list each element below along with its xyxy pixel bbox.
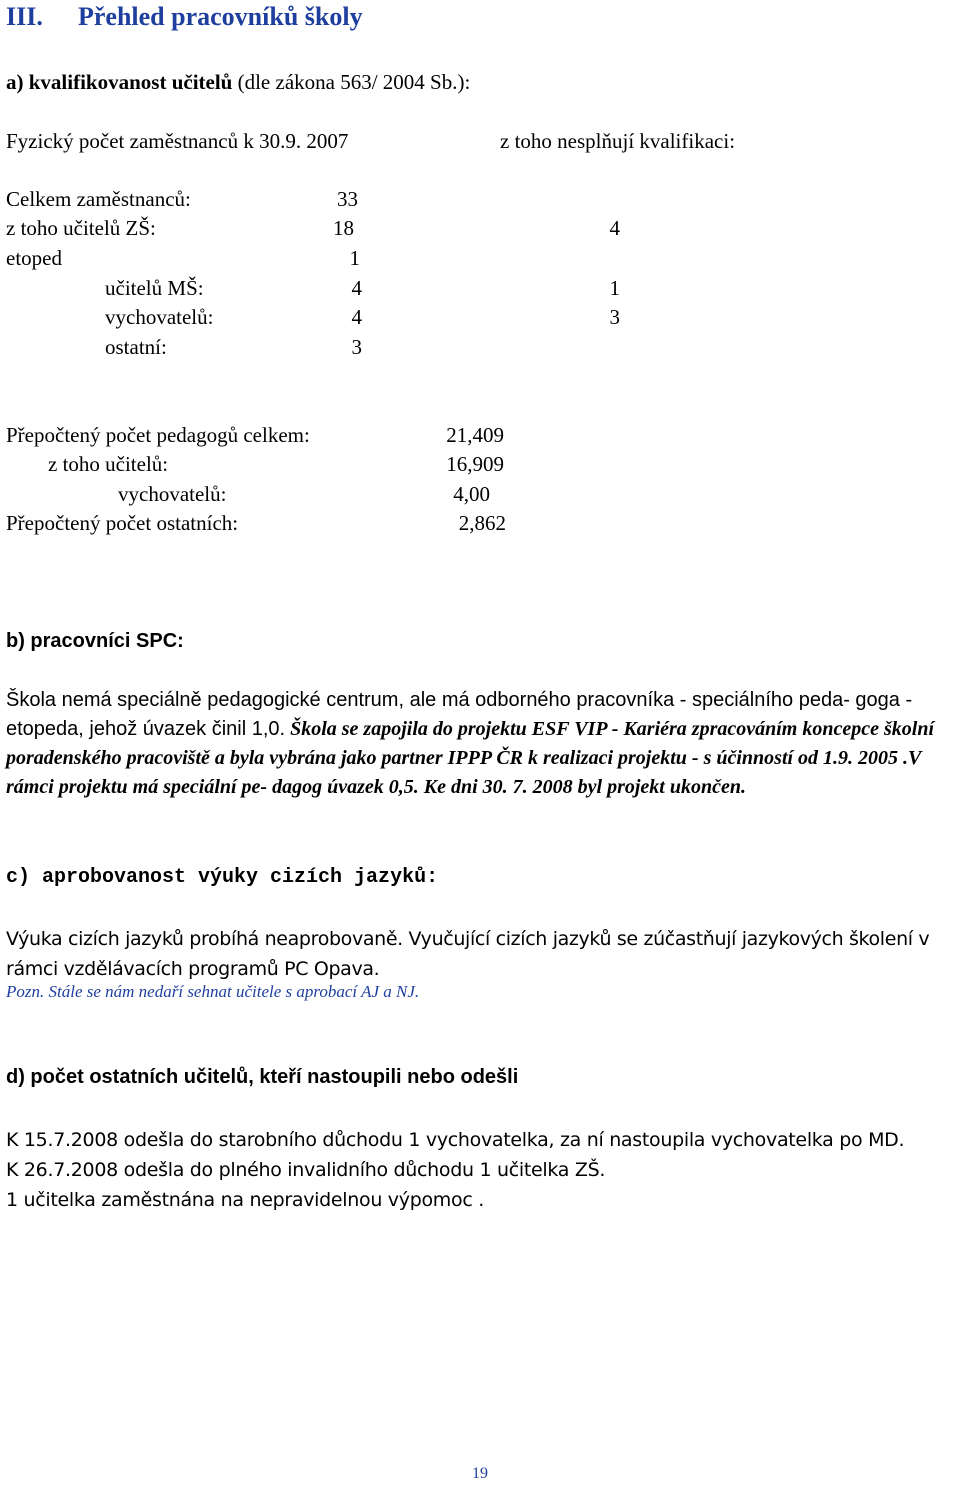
section-a-heading	[6, 70, 470, 95]
row-count-educators: 4	[351, 305, 362, 329]
row-count-teachers-ms: 4	[351, 276, 362, 300]
section-c-note: Pozn. Stále se nám nedaří sehnat učitele s aprobací AJ a NJ.	[6, 982, 420, 1001]
row-label-others: ostatní:	[105, 335, 167, 359]
fte-value-educators: 4,00	[453, 482, 490, 506]
spc-plain-text: Škola nemá speciálně pedagogické centrum, ale má odborného pracovníka - speciálního peda- goga - etopeda, jehož úvazek činil 1,0.	[6, 689, 913, 740]
section-d-body	[6, 1125, 956, 1215]
chapter-title: Přehled pracovníků školy	[78, 2, 363, 31]
page-title	[6, 2, 363, 32]
staff-change-line: K 15.7.2008 odešla do starobního důchodu 1 vychovatelka, za ní nastoupila vychovatelka po MD.	[6, 1129, 905, 1151]
row-count-etoped: 1	[349, 246, 360, 270]
chapter-number: III.	[6, 2, 43, 31]
row-label-teachers-ms: učitelů MŠ:	[105, 276, 204, 300]
row-label-educators: vychovatelů:	[105, 305, 214, 329]
section-c-body: Výuka cizích jazyků probíhá neaprobovaně. Vyučující cizích jazyků se zúčastňují jazykových školení v rámci vzdělávacích programů PC Opava.	[6, 928, 930, 980]
row-count-total: 33	[337, 187, 358, 211]
unqualified-label: z toho nesplňují kvalifikaci:	[500, 129, 736, 153]
physical-count-label: Fyzický počet zaměstnanců k 30.9. 2007	[6, 129, 349, 153]
section-a-heading-suffix: (dle zákona 563/ 2004 Sb.):	[232, 70, 471, 94]
section-b-heading: b) pracovníci SPC:	[6, 630, 184, 652]
section-d-heading: d) počet ostatních učitelů, kteří nastoupili nebo odešli	[6, 1066, 519, 1088]
row-label-total: Celkem zaměstnanců:	[6, 187, 191, 211]
row-count-others: 3	[351, 335, 362, 359]
fte-value-teachers: 16,909	[446, 452, 504, 476]
staff-change-line: K 26.7.2008 odešla do plného invalidního důchodu 1 učitelka ZŠ.	[6, 1159, 606, 1181]
fte-value-others: 2,862	[458, 511, 506, 535]
row-unqualified-educators: 3	[609, 305, 620, 329]
page-number: 19	[472, 1465, 488, 1482]
row-label-etoped: etoped	[6, 246, 62, 270]
row-unqualified-teachers-ms: 1	[609, 276, 620, 300]
fte-value-teachers-total: 21,409	[446, 423, 504, 447]
fte-label-educators: vychovatelů:	[118, 482, 227, 506]
section-b-paragraph	[6, 686, 956, 802]
fte-label-others: Přepočtený počet ostatních:	[6, 511, 239, 535]
row-label-teachers-zs: z toho učitelů ZŠ:	[6, 216, 156, 240]
fte-label-teachers-total: Přepočtený počet pedagogů celkem:	[6, 423, 310, 447]
section-a-heading-bold: a) kvalifikovanost učitelů	[6, 70, 233, 94]
fte-label-teachers: z toho učitelů:	[48, 452, 169, 476]
row-count-teachers-zs: 18	[333, 216, 354, 240]
spc-project-text: Škola se zapojila do projektu ESF VIP - Kariéra zpracováním koncepce školní poradenského pracoviště a byla vybrána jako partner IPPP ČR k realizaci projektu - s účinností od 1.9. 2005 .V rámci projektu má speciální pe- dagog úvazek 0,5. Ke dni 30. 7. 2008 byl projekt ukončen.	[6, 718, 935, 798]
row-unqualified-teachers-zs: 4	[609, 216, 620, 240]
section-c-heading: c) aprobovanost výuky cizích jazyků:	[6, 866, 439, 889]
staff-change-line: 1 učitelka zaměstnána na nepravidelnou výpomoc .	[6, 1189, 484, 1211]
